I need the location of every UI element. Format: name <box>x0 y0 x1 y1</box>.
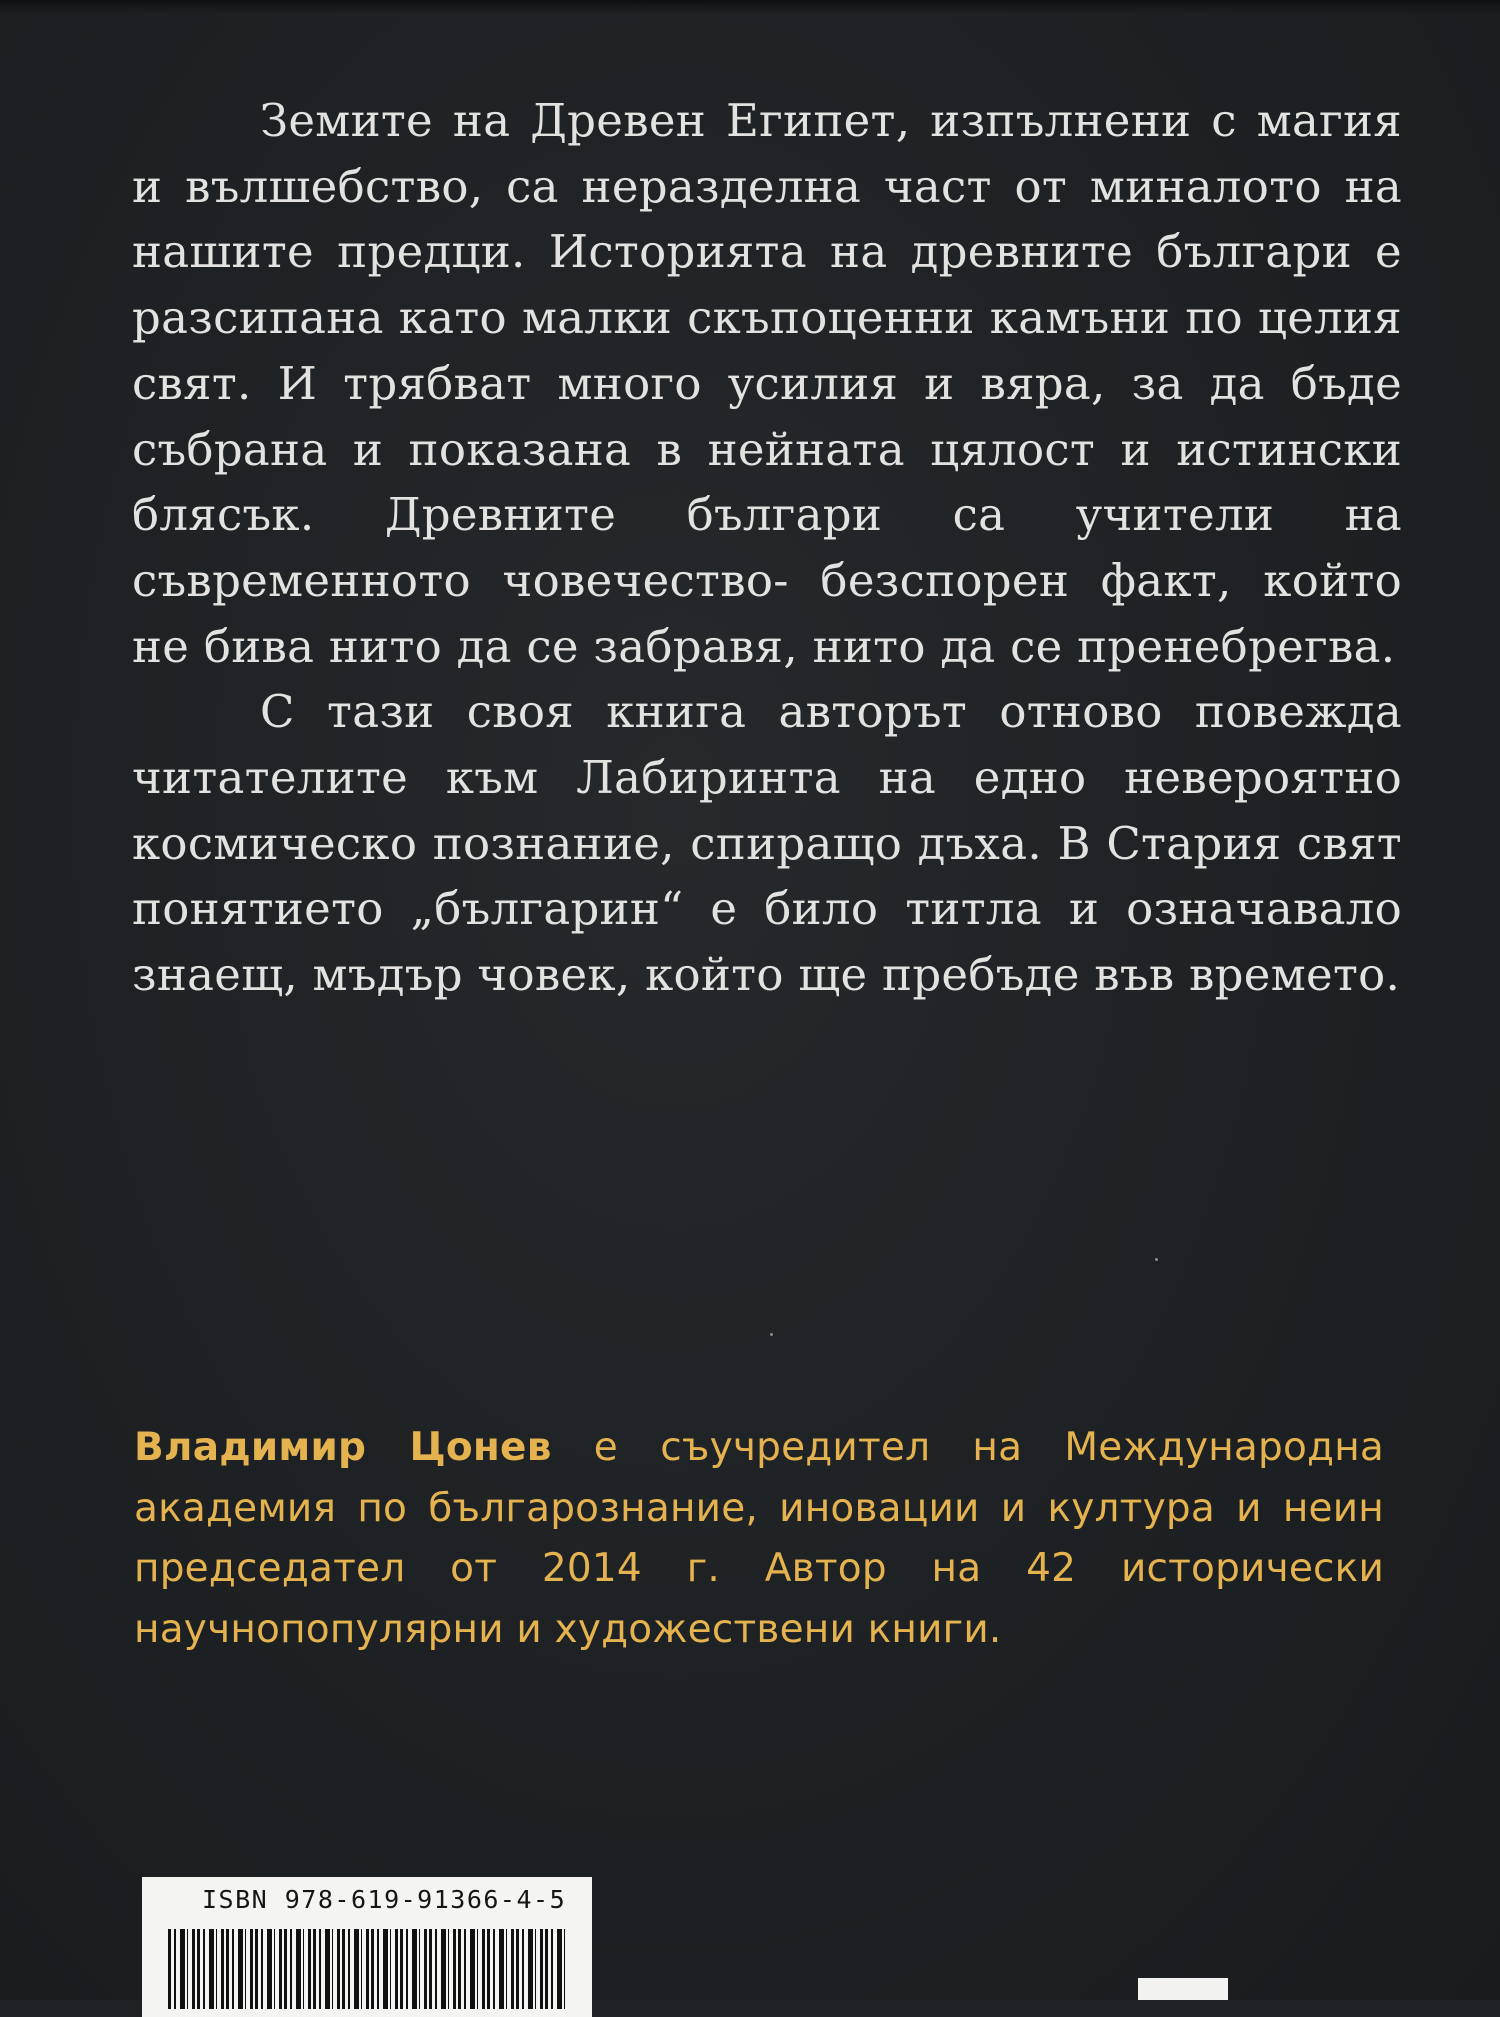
cover-top-edge <box>0 0 1500 14</box>
isbn-number: ISBN 978-619-91366-4-5 <box>202 1885 567 1914</box>
blurb-paragraph-2: С тази своя книга авторът отново повежда читателите към Лабиринта на едно невероятно космическо познание, спиращо дъха. В Стария свят понятието „българин“ е било титла и означавало знаещ, мъдър човек, който ще пребъде във времето. <box>132 685 1402 1002</box>
decorative-speck <box>770 1333 773 1336</box>
author-bio <box>134 1418 1384 1660</box>
author-paragraph <box>134 1418 1384 1660</box>
blurb-paragraph-1: Земите на Древен Египет, изпълнени с магия и вълшебство, са неразделна част от миналото на нашите предци. Историята на древните българи е разсипана като малки скъпоценни камъни по целия свят. И трябват много усилия и вяра, за да бъде събрана и показана в нейната цялост и истински блясък. Древните българи са учители на съвременното човечество- безспорен факт, който не бива нито да се забравя, нито да се пренебрегва. <box>132 94 1402 673</box>
blurb-text <box>132 88 1402 1008</box>
author-bio-text: е съучредител на Международна академия по българознание, иновации и култура и неин председател от 2014 г. Автор на 42 исторически научнопопулярни и художествени книги. <box>134 1425 1385 1652</box>
decorative-speck <box>1155 1258 1158 1261</box>
price-sticker <box>1138 1978 1228 2000</box>
barcode-bars <box>168 1929 568 2009</box>
author-name: Владимир Цонев <box>134 1425 552 1470</box>
barcode-label <box>142 1877 592 2017</box>
